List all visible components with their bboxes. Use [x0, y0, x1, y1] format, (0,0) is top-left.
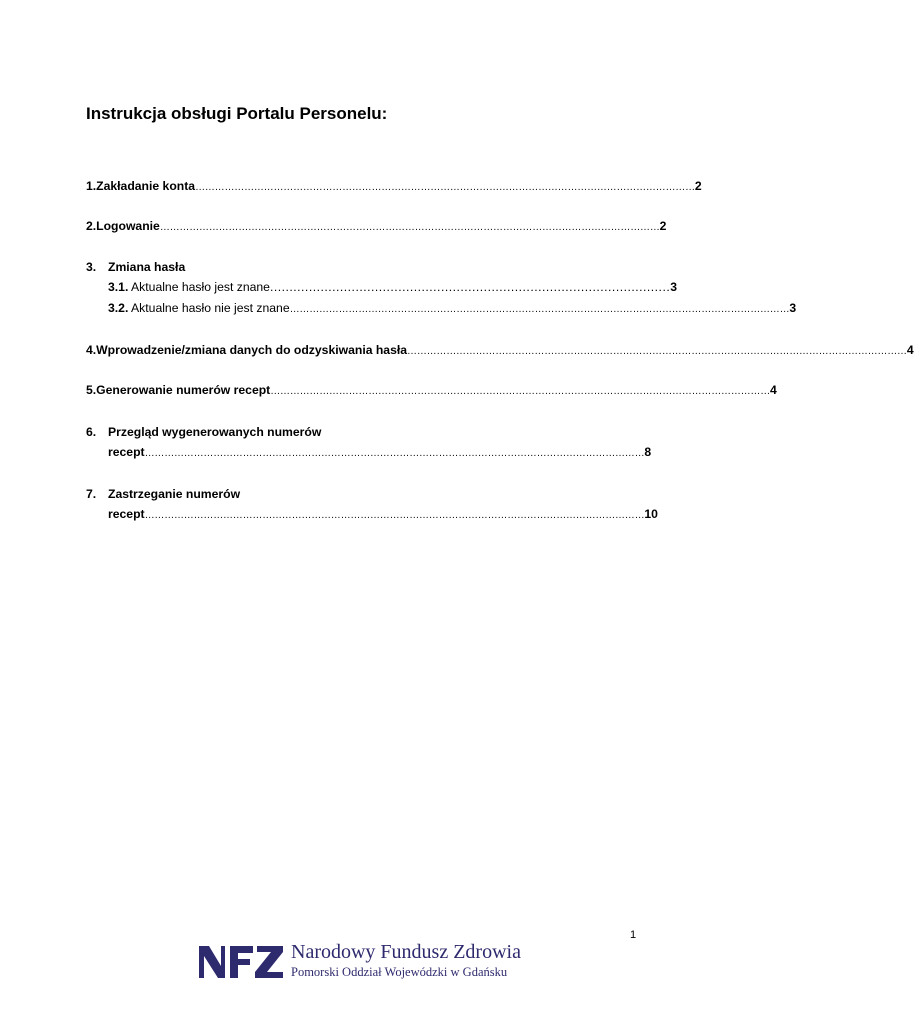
dot-leader: ……………………………………………………………………………………………………………………………………… [407, 346, 907, 357]
dot-leader: ……………………………………………………………………………………………………………………………………… [195, 182, 695, 193]
toc-entry-3-1[interactable] [108, 279, 678, 295]
toc-entry-label: Zastrzeganie numerów [108, 487, 241, 501]
logo-text [291, 940, 521, 980]
dot-leader: ……………………………………………………………………………………………………………………………………… [144, 510, 645, 521]
toc-entry-page: 2 [694, 179, 702, 193]
dot-leader: ……………………………………………………………………………………………………………………………………… [270, 386, 771, 397]
toc-entry-number: 3. [86, 260, 97, 274]
toc-entry-label: Wprowadzenie/zmiana danych do odzyskiwania hasła [96, 343, 408, 357]
toc-entry-label-wrap [108, 279, 270, 295]
dot-leader: ....................................................................................................... [269, 280, 671, 294]
toc-entry-number: 2. [86, 219, 97, 233]
toc-entry-page: 8 [644, 445, 652, 459]
toc-entry-label: Zmiana hasła [108, 260, 186, 274]
toc-entry-label: Logowanie [96, 219, 160, 233]
logo-branch-name: Pomorski Oddział Wojewódzki w Gdańsku [291, 965, 508, 979]
toc-entry-7[interactable] [86, 486, 552, 502]
toc-entry-5[interactable] [86, 382, 777, 398]
toc-entry-4[interactable] [86, 342, 914, 358]
toc-entry-page: 3 [789, 301, 797, 315]
toc-entry-number: 3.1. [108, 280, 129, 294]
toc-entry-6[interactable] [86, 424, 552, 440]
nfz-logo [197, 940, 537, 986]
toc-entry-label-continuation: recept [108, 445, 145, 459]
toc-entry-label-continuation: recept [108, 507, 145, 521]
logo-org-name: Narodowy Fundusz Zdrowia [291, 941, 521, 963]
toc-entry-number: 5. [86, 383, 97, 397]
toc-entry-label: Aktualne hasło nie jest znane [128, 301, 290, 315]
toc-entry-1[interactable] [86, 178, 702, 194]
toc-entry-page: 10 [644, 507, 658, 521]
toc-entry-page: 2 [659, 219, 667, 233]
dot-leader: ……………………………………………………………………………………………………………………………………… [289, 304, 790, 315]
toc-entry-2[interactable] [86, 218, 667, 234]
dot-leader: ……………………………………………………………………………………………………………………………………… [159, 222, 660, 233]
toc-entry-7-continuation[interactable] [108, 506, 658, 522]
toc-entry-3-2[interactable] [108, 300, 797, 316]
toc-entry-label: Zakładanie konta [96, 179, 196, 193]
dot-leader: ……………………………………………………………………………………………………………………………………… [144, 448, 645, 459]
toc-entry-label: Generowanie numerów recept [96, 383, 271, 397]
toc-entry-label: Aktualne hasło jest znane [128, 280, 270, 294]
toc-entry-page: 4 [906, 343, 914, 357]
nfz-logo-mark-icon [197, 942, 285, 982]
document-title: Instrukcja obsługi Portalu Personelu: [86, 104, 388, 123]
toc-entry-number: 4. [86, 343, 97, 357]
toc-entry-label: Przegląd wygenerowanych numerów [108, 425, 322, 439]
toc-entry-page: 4 [770, 383, 777, 397]
toc-entry-number: 1. [86, 179, 97, 193]
toc-entry-number: 3.2. [108, 301, 129, 315]
toc-entry-label-wrap [108, 300, 290, 316]
toc-entry-3[interactable] [86, 259, 552, 275]
toc-entry-page: 3 [670, 280, 678, 294]
page-number: 1 [630, 929, 637, 941]
toc-entry-number: 6. [86, 425, 97, 439]
toc-entry-6-continuation[interactable] [108, 444, 652, 460]
toc-entry-number: 7. [86, 487, 97, 501]
